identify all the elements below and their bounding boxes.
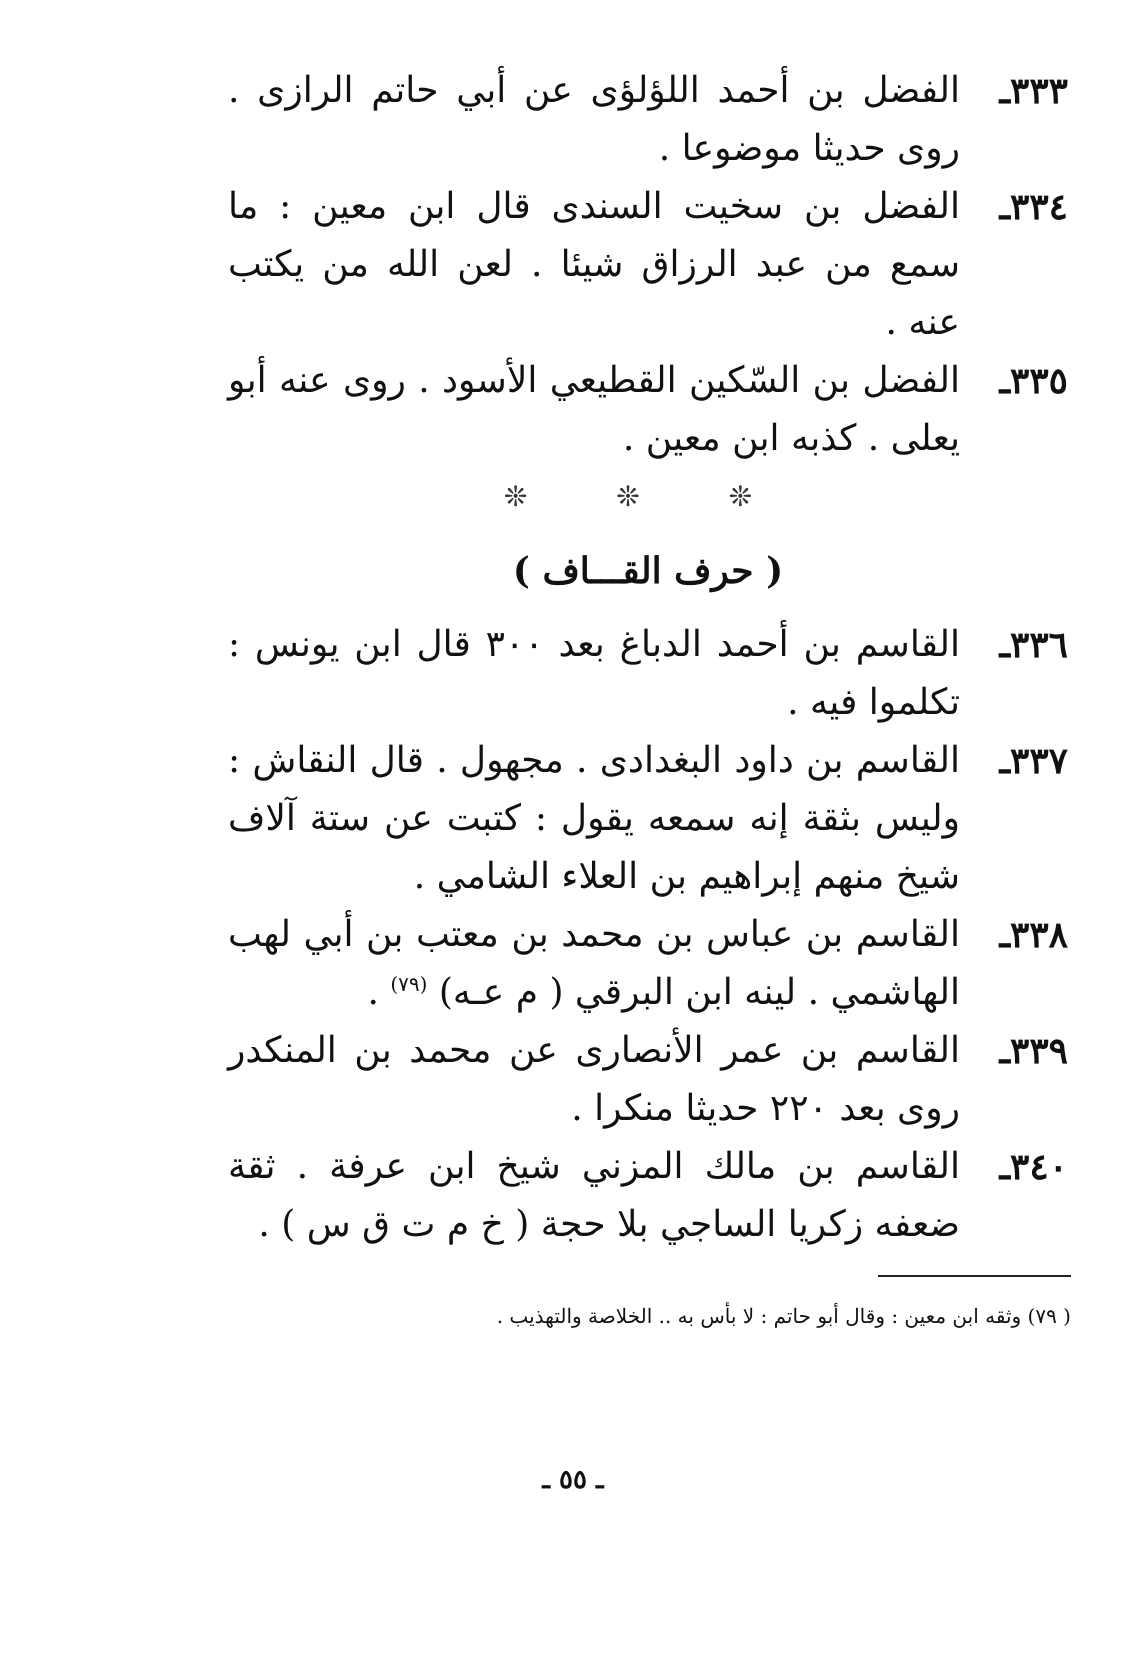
entry-end: .: [367, 972, 391, 1013]
entry-335: [228, 352, 1068, 468]
entry-number: ٣٣٨ـ: [999, 914, 1068, 956]
entries-block-fadl: [228, 62, 1068, 1254]
entry-336: [228, 616, 1068, 732]
section-title: ( حرف القـــاف ): [512, 550, 784, 592]
footnote-reference: (٧٩): [390, 972, 428, 996]
entry-body: القاسم بن عباس بن محمد بن معتب بن أبي لهب الهاشمي . لينه ابن البرقي ( م عـه): [228, 914, 960, 1013]
footnote: ( ٧٩) وثقه ابن معين : وقال أبو حاتم : لا بأس به .. الخلاصة والتهذيب .: [496, 1304, 1071, 1328]
entry-number: ٣٤٠ـ: [999, 1146, 1068, 1188]
entry-number: ٣٣٥ـ: [999, 360, 1068, 402]
entry-text: القاسم بن مالك المزني شيخ ابن عرفة . ثقة ضعفه زكريا الساجي بلا حجة ( خ م ت ق س ) .: [228, 1146, 960, 1245]
entry-338: [228, 906, 1068, 1022]
entry-340: [228, 1138, 1068, 1254]
entry-number: ٣٣٧ـ: [999, 740, 1068, 782]
footnote-divider: [878, 1275, 1071, 1277]
entry-number: ٣٣٩ـ: [999, 1030, 1068, 1072]
section-separator: ❊ ❊ ❊: [503, 480, 793, 513]
entry-text: الفضل بن سخيت السندى قال ابن معين : ما سمع من عبد الرزاق شيئا . لعن الله من يكتب عنه .: [228, 186, 960, 343]
entry-339: [228, 1022, 1068, 1138]
entry-text: الفضل بن السّكين القطيعي الأسود . روى عنه أبو يعلى . كذبه ابن معين .: [228, 360, 960, 459]
entry-number: ٣٣٤ـ: [999, 186, 1068, 228]
entry-text: القاسم بن أحمد الدباغ بعد ٣٠٠ قال ابن يونس : تكلموا فيه .: [228, 624, 960, 723]
entry-333: [228, 62, 1068, 178]
entry-number: ٣٣٣ـ: [999, 70, 1068, 112]
page-number: ـ ٥٥ ـ: [542, 1465, 604, 1495]
entry-number: ٣٣٦ـ: [999, 624, 1068, 666]
entry-text: [228, 906, 960, 1022]
entry-334: [228, 178, 1068, 352]
entry-text: القاسم بن داود البغدادى . مجهول . قال النقاش : وليس بثقة إنه سمعه يقول : كتبت عن ستة آلاف شيخ منهم إبراهيم بن العلاء الشامي .: [228, 740, 960, 897]
entry-text: القاسم بن عمر الأنصارى عن محمد بن المنكدر روى بعد ٢٢٠ حديثا منكرا .: [228, 1030, 960, 1129]
entry-text: الفضل بن أحمد اللؤلؤى عن أبي حاتم الرازى . روى حديثا موضوعا .: [228, 70, 960, 169]
entry-337: [228, 732, 1068, 906]
